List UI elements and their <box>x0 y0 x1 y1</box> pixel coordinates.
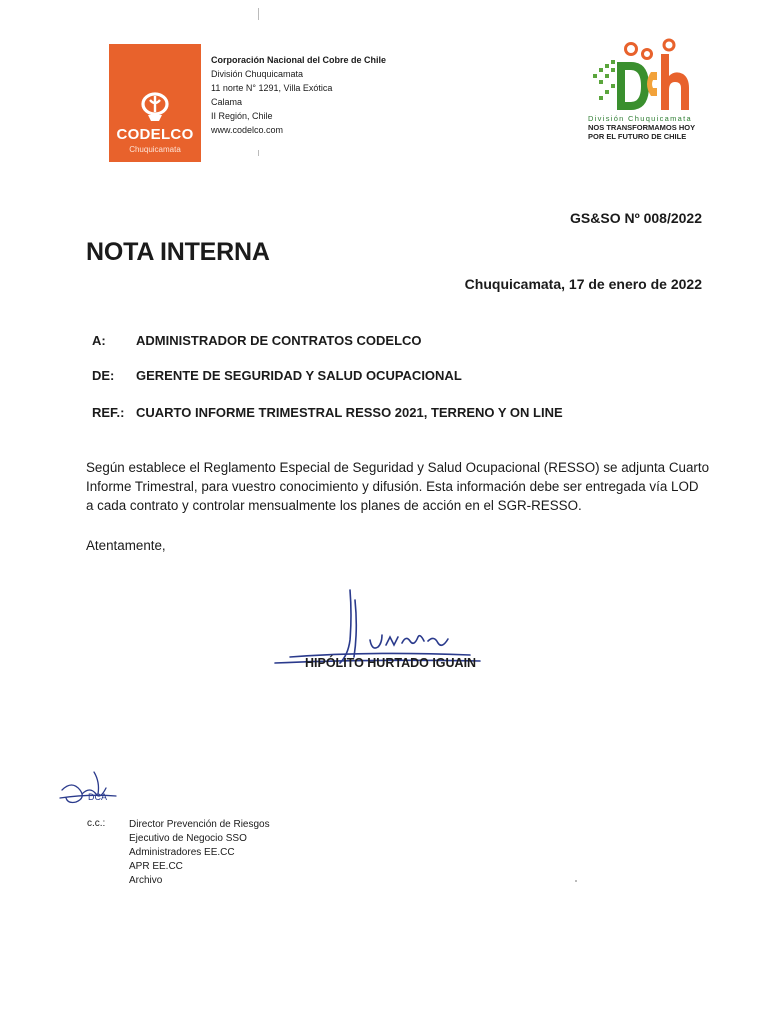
codelco-logo-name: CODELCO <box>116 126 194 143</box>
sender-label: DE: <box>92 368 115 383</box>
reference-value: CUARTO INFORME TRIMESTRAL RESSO 2021, TERRENO Y ON LINE <box>136 405 563 420</box>
body-line: Informe Trimestral, para vuestro conocimiento y difusión. Esta información debe ser entregada vía LOD <box>86 479 699 494</box>
scan-speck <box>258 8 259 20</box>
cc-item: APR EE.CC <box>129 861 183 872</box>
cc-item: Archivo <box>129 875 163 886</box>
slogan-line: NOS TRANSFORMAMOS HOY <box>588 123 696 132</box>
recipient-label: A: <box>92 333 106 348</box>
address-line: Corporación Nacional del Cobre de Chile <box>211 55 387 65</box>
slogan-line: POR EL FUTURO DE CHILE <box>588 132 687 141</box>
website-link[interactable]: www.codelco.com <box>211 125 284 135</box>
codelco-emblem-icon <box>138 92 172 126</box>
reference-label: REF.: <box>92 405 125 420</box>
document-date: Chuquicamata, 17 de enero de 2022 <box>464 276 702 292</box>
document-title: NOTA INTERNA <box>86 238 270 266</box>
sender-field <box>92 368 462 383</box>
codelco-logo <box>109 44 201 162</box>
sender-value: GERENTE DE SEGURIDAD Y SALUD OCUPACIONAL <box>136 368 462 383</box>
body-paragraph <box>86 458 726 515</box>
division-dch-logo-icon <box>585 38 705 116</box>
initials-mark <box>58 768 118 810</box>
body-line: Según establece el Reglamento Especial de Seguridad y Salud Ocupacional (RESSO) se adjunta Cuarto <box>86 460 710 475</box>
sender-address <box>211 53 386 137</box>
division-name: División Chuquicamata <box>588 114 693 123</box>
scan-speck <box>575 880 577 882</box>
recipient-field <box>92 333 422 348</box>
address-line: División Chuquicamata <box>211 69 304 79</box>
initials-text: DCA <box>88 792 108 802</box>
cc-item: Administradores EE.CC <box>129 847 235 858</box>
address-line: II Región, Chile <box>211 111 273 121</box>
reference-field <box>92 405 563 420</box>
closing: Atentamente, <box>86 538 166 553</box>
scan-speck <box>258 150 259 156</box>
address-line: Calama <box>211 97 243 107</box>
cc-list <box>129 818 270 888</box>
codelco-logo-sub: Chuquicamata <box>129 145 181 154</box>
address-line: 11 norte N° 1291, Villa Exótica <box>211 83 333 93</box>
recipient-value: ADMINISTRADOR DE CONTRATOS CODELCO <box>136 333 422 348</box>
cc-label: c.c.: <box>87 818 106 829</box>
signer-name: HIPÓLITO HURTADO IGUAIN <box>305 656 477 670</box>
document-number: GS&SO Nº 008/2022 <box>570 210 702 226</box>
body-line: a cada contrato y controlar mensualmente los planes de acción en el SGR-RESSO. <box>86 498 582 513</box>
cc-item: Director Prevención de Riesgos <box>129 819 270 830</box>
division-slogan <box>588 114 708 141</box>
cc-item: Ejecutivo de Negocio SSO <box>129 833 247 844</box>
